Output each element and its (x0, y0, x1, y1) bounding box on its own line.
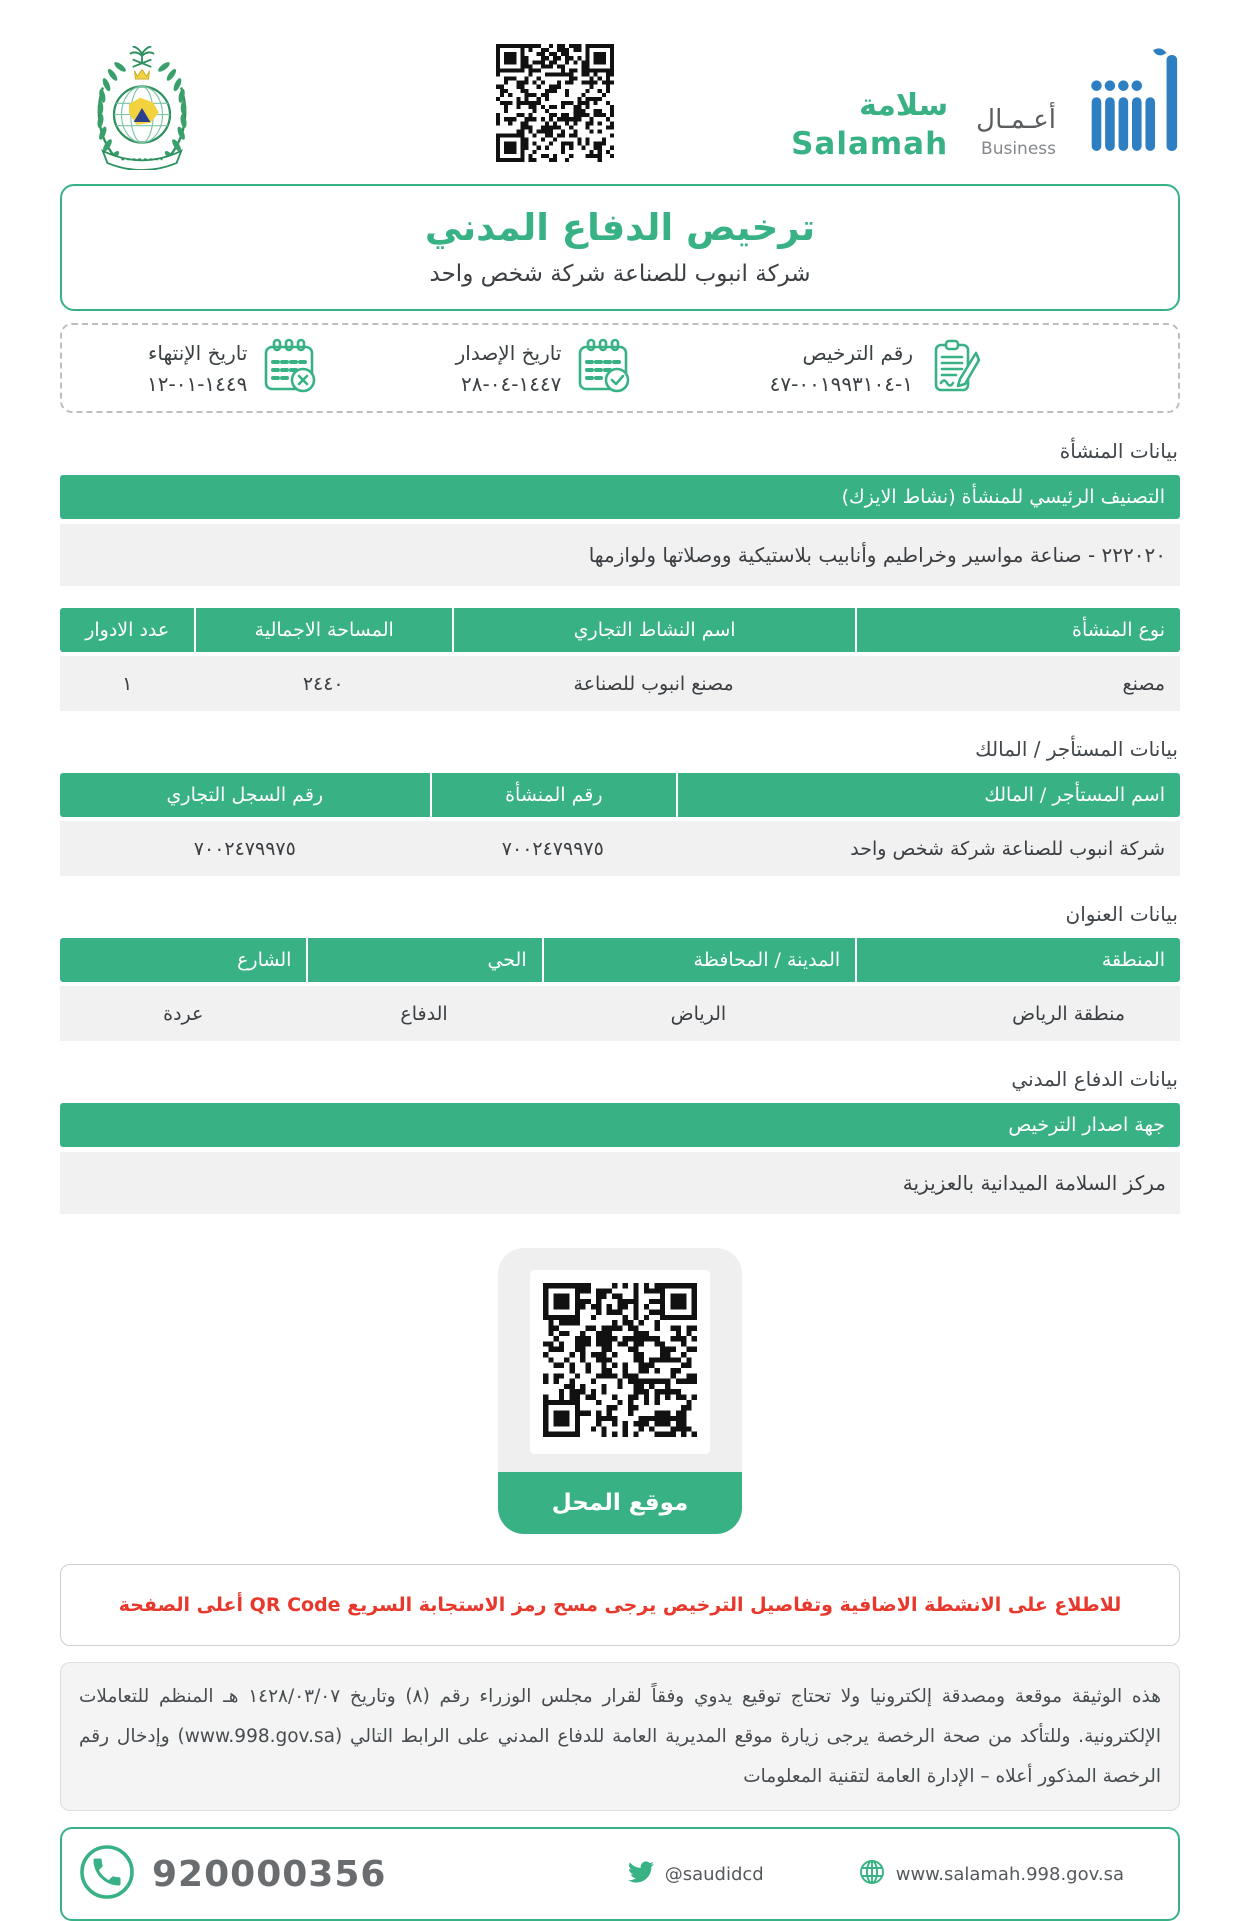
absher-logo-icon (1084, 44, 1180, 164)
table-header-cell: المساحة الاجمالية (194, 608, 452, 652)
table-row (60, 656, 1180, 711)
license-number-item (770, 338, 983, 398)
calendar-check-icon (575, 338, 631, 398)
salamah-arabic-label: سلامة (859, 87, 949, 123)
isic-activity-value: ٢٢٢٠٢٠ - صناعة مواسير وخراطيم وأنابيب بلاستيكية ووصلاتها ولوازمها (588, 543, 1166, 567)
table-row (60, 821, 1180, 876)
salamah-logo (791, 88, 948, 164)
table-cell: الدفاع (400, 1002, 448, 1025)
salamah-english-label: Salamah (791, 125, 949, 162)
table-row (60, 986, 1180, 1041)
table-cell: منطقة الرياض (1012, 1002, 1125, 1025)
issuer-value-row: مركز السلامة الميدانية بالعزيزية (60, 1152, 1180, 1214)
phone-contact (78, 1843, 386, 1905)
table-header-cell: المنطقة (855, 938, 1180, 982)
issuer-header-bar: جهة اصدار الترخيص (60, 1103, 1180, 1147)
table-header-cell: عدد الادوار (85, 619, 170, 641)
table-header-row (60, 773, 1180, 817)
issue-date-item (456, 338, 632, 398)
address-table (60, 938, 1180, 1041)
page-title: ترخيص الدفاع المدني (424, 206, 816, 249)
table-cell: ٧٠٠٢٤٧٩٩٧٥ (501, 837, 604, 860)
contact-bar (60, 1827, 1180, 1921)
shop-location-card (498, 1248, 742, 1534)
table-header-cell: اسم النشاط التجاري (452, 608, 855, 652)
business-arabic-label: أعـمـال (976, 105, 1056, 136)
issue-date-label: تاريخ الإصدار (455, 340, 562, 365)
isic-value-row (60, 524, 1180, 586)
establishment-section-title: بيانات المنشأة (1059, 439, 1178, 463)
table-header-cell: الحي (306, 938, 541, 982)
civil-defense-section-title: بيانات الدفاع المدني (1011, 1067, 1178, 1091)
civil-defense-emblem-icon (86, 46, 198, 174)
phone-number[interactable]: 920000356 (152, 1853, 387, 1895)
expiry-date-label: تاريخ الإنتهاء (147, 340, 248, 365)
table-header-cell: اسم المستأجر / المالك (676, 773, 1180, 817)
table-header-cell: رقم المنشأة (430, 773, 676, 817)
table-cell: ٢٤٤٠ (302, 672, 344, 695)
business-english-label: Business (981, 138, 1056, 159)
document-header (60, 0, 1180, 174)
license-document (60, 0, 1180, 1921)
table-header-row (60, 608, 1180, 652)
legal-notice-box (60, 1662, 1180, 1811)
license-info-strip (60, 323, 1180, 413)
license-number-label: رقم الترخيص (802, 340, 913, 365)
calendar-x-icon (261, 338, 317, 398)
expiry-date-value: ١٤٤٩-٠١-١٢ (147, 371, 248, 396)
table-header-cell: رقم السجل التجاري (166, 784, 324, 806)
table-cell: ١ (122, 672, 133, 695)
table-cell: شركة انبوب للصناعة شركة شخص واحد (850, 837, 1165, 860)
clipboard-pen-icon (927, 338, 983, 398)
twitter-contact (628, 1859, 764, 1890)
address-section-title: بيانات العنوان (1065, 902, 1178, 926)
twitter-handle[interactable]: @saudidcd (664, 1863, 764, 1885)
globe-icon (859, 1859, 885, 1890)
phone-icon (78, 1843, 136, 1905)
table-header-row (60, 938, 1180, 982)
shop-location-button[interactable]: موقع المحل (498, 1472, 742, 1534)
table-cell: مصنع انبوب للصناعة (573, 672, 734, 695)
location-qr-code (530, 1270, 710, 1454)
table-cell: ٧٠٠٢٤٧٩٩٧٥ (193, 837, 296, 860)
twitter-icon (628, 1859, 654, 1890)
table-cell: عردة (163, 1002, 204, 1025)
issue-date-value: ١٤٤٧-٠٤-٢٨ (461, 371, 562, 396)
brand-logos (791, 44, 1180, 164)
isic-header-bar: التصنيف الرئيسي للمنشأة (نشاط الايزك) (60, 475, 1180, 519)
license-title-box (60, 184, 1180, 311)
owner-table (60, 773, 1180, 876)
table-cell: مصنع (1122, 672, 1165, 695)
table-header-cell: نوع المنشأة (855, 608, 1180, 652)
qr-notice-text: للاطلاع على الانشطة الاضافية وتفاصيل الترخيص يرجى مسح رمز الاستجابة السريع QR Code أعلى الصفحة (118, 1594, 1122, 1616)
license-number-value: ١-٠٠١٩٩٣١٠٤-٤٧ (769, 371, 913, 396)
expiry-date-item (147, 338, 317, 398)
business-label-block (976, 105, 1056, 162)
website-contact (859, 1859, 1124, 1890)
table-header-cell: الشارع (237, 949, 292, 971)
table-cell: الرياض (670, 1002, 727, 1025)
establishment-table (60, 608, 1180, 711)
website-url[interactable]: www.salamah.998.gov.sa (895, 1863, 1124, 1885)
legal-notice-text: هذه الوثيقة موقعة ومصدقة إلكترونيا ولا تحتاج توقيع يدوي وفقاً لقرار مجلس الوزراء رقم (٨) وتاريخ ١٤٢٨/٠٣/٠٧ هـ المنظم للتعاملات الإلكترونية. وللتأكد من صحة الرخصة يرجى زيارة موقع المديرية العامة للدفاع المدني على الرابط التالي (www.998.gov.sa) وإدخال رقم الرخصة المذكور أعلاه – الإدارة العامة لتقنية المعلومات (79, 1686, 1161, 1787)
owner-section-title: بيانات المستأجر / المالك (975, 737, 1178, 761)
license-qr-code (496, 44, 614, 166)
company-name: شركة انبوب للصناعة شركة شخص واحد (429, 261, 811, 287)
table-header-cell: المدينة / المحافظة (542, 938, 856, 982)
qr-notice-box (60, 1564, 1180, 1646)
